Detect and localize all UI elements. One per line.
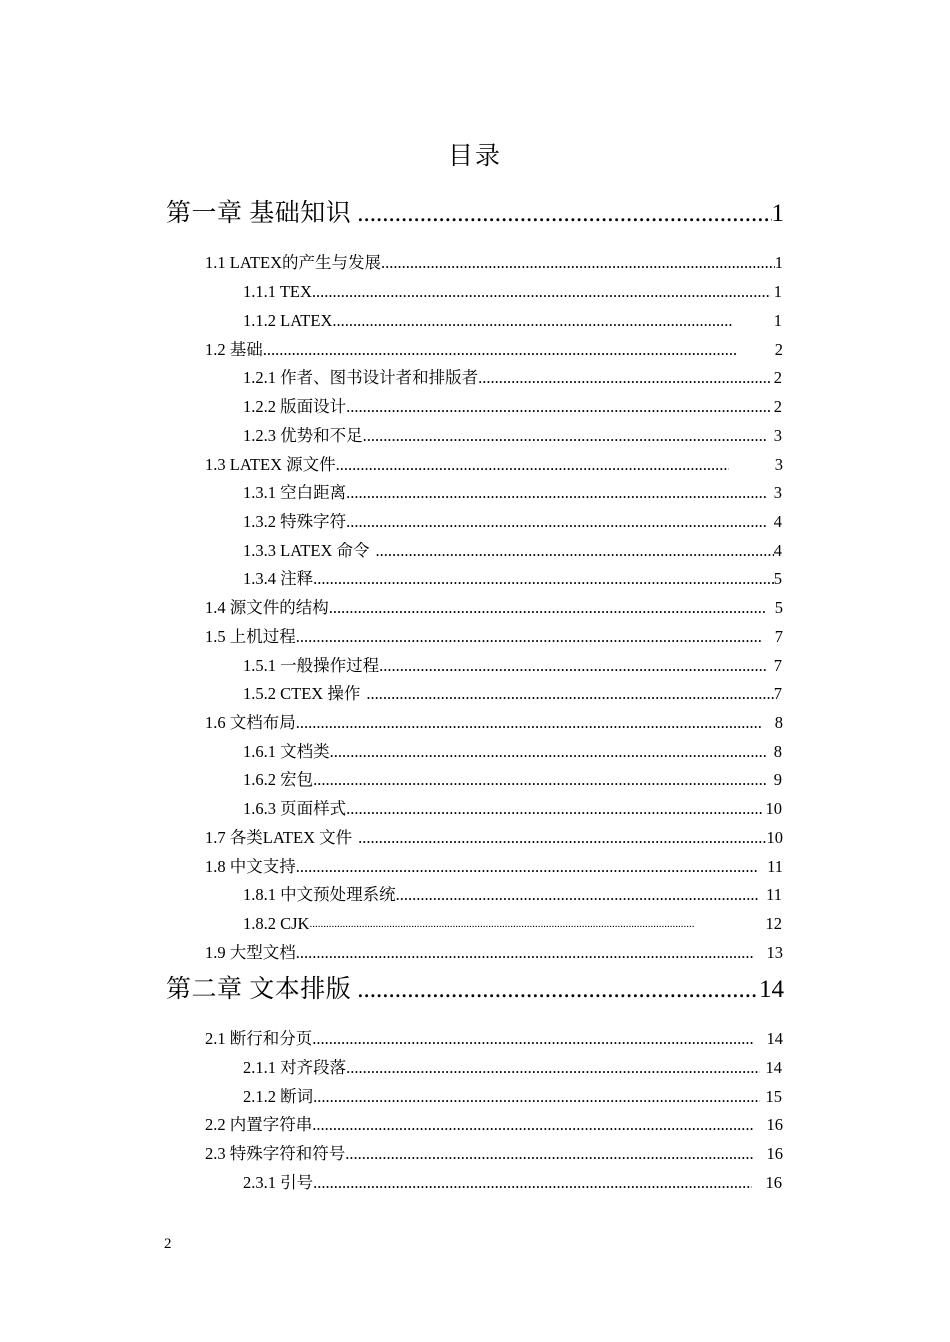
- toc-entry-label: 1.3.4 注释: [243, 569, 314, 588]
- toc-title: 目录: [447, 143, 502, 170]
- toc-entry-page: 15: [765, 1087, 782, 1106]
- toc-entry-label: 1.3.3 LATEX 命令: [243, 541, 370, 560]
- toc-entry[interactable]: [205, 856, 783, 878]
- toc-entry[interactable]: [243, 568, 782, 590]
- toc-leader-dots: [312, 1028, 752, 1050]
- toc-entry-label: 1.8.2 CJK: [243, 914, 310, 933]
- toc-chapter[interactable]: [166, 198, 784, 230]
- page-number: 2: [164, 1236, 172, 1252]
- toc-entry-label: 2.1.2 断词: [243, 1087, 314, 1106]
- toc-leader-dots: [263, 339, 738, 361]
- toc-entry-page: 16: [766, 1115, 783, 1134]
- toc-entry[interactable]: [243, 511, 782, 533]
- toc-chapter-label: 第二章 文本排版: [166, 976, 352, 1003]
- toc-leader-dots: [346, 511, 768, 533]
- toc-entry-label: 1.3.2 特殊字符: [243, 512, 347, 531]
- toc-entry-label: 1.2.1 作者、图书设计者和排版者: [243, 368, 479, 387]
- toc-entry[interactable]: [243, 540, 782, 562]
- toc-entry-label: 2.1.1 对齐段落: [243, 1058, 347, 1077]
- toc-entry-page: 11: [767, 857, 783, 876]
- toc-entry-page: 10: [766, 828, 783, 847]
- toc-entry-page: 5: [773, 569, 782, 588]
- toc-entry[interactable]: [243, 741, 782, 763]
- toc-leader-dots: [313, 1086, 759, 1108]
- toc-chapter[interactable]: [166, 974, 784, 1006]
- toc-entry[interactable]: [205, 712, 783, 734]
- toc-entry[interactable]: [205, 626, 783, 648]
- toc-leader-dots: [313, 1172, 751, 1194]
- toc-entry-page: 3: [774, 455, 783, 474]
- toc-entry-page: 3: [773, 483, 782, 502]
- toc-entry-label: 1.5 上机过程: [205, 627, 296, 646]
- toc-entry[interactable]: [205, 942, 783, 964]
- toc-entry-label: 1.1.2 LATEX: [243, 311, 333, 330]
- toc-entry-page: 14: [765, 1058, 782, 1077]
- toc-entry-label: 1.7 各类LATEX 文件: [205, 828, 353, 847]
- toc-entry-label: 1.4 源文件的结构: [205, 598, 329, 617]
- toc-entry[interactable]: [243, 1057, 782, 1079]
- toc-entry[interactable]: [243, 1086, 782, 1108]
- toc-entry[interactable]: [205, 339, 783, 361]
- toc-leader-dots: [366, 683, 773, 705]
- toc-entry[interactable]: [205, 827, 783, 849]
- toc-entry[interactable]: [243, 1172, 782, 1194]
- toc-entry-label: 1.9 大型文档: [205, 943, 296, 962]
- toc-entry-label: 1.6.1 文档类: [243, 742, 330, 761]
- toc-entry-label: 1.2 基础: [205, 340, 263, 359]
- toc-chapter-label: 第一章 基础知识: [166, 200, 352, 227]
- toc-entry-page: 11: [766, 885, 782, 904]
- toc-entry-page: 7: [773, 684, 782, 703]
- toc-entry-page: 13: [766, 943, 783, 962]
- toc-leader-dots: [313, 568, 774, 590]
- toc-entry-page: 4: [773, 512, 782, 531]
- toc-entry[interactable]: [243, 396, 782, 418]
- toc-entry-page: 5: [774, 598, 783, 617]
- toc-leader-dots: [296, 942, 753, 964]
- toc-entry-label: 1.6.3 页面样式: [243, 799, 347, 818]
- toc-leader-dots: [330, 741, 768, 763]
- toc-entry[interactable]: [205, 252, 783, 274]
- toc-entry-page: 4: [773, 541, 782, 560]
- toc-leader-dots: [379, 655, 768, 677]
- toc-entry[interactable]: [243, 425, 782, 447]
- toc-entry-label: 1.3 LATEX 源文件: [205, 455, 336, 474]
- toc-leader-dots: [312, 281, 771, 303]
- toc-entry[interactable]: [205, 1114, 783, 1136]
- toc-entry-label: 1.2.2 版面设计: [243, 397, 347, 416]
- toc-entry[interactable]: [205, 597, 783, 619]
- toc-entry-page: 2: [774, 340, 783, 359]
- toc-entry-label: 1.6.2 宏包: [243, 770, 314, 789]
- toc-leader-dots: [381, 252, 775, 274]
- toc-chapter-page: 1: [771, 200, 784, 227]
- toc-chapter-page: 14: [759, 976, 784, 1003]
- toc-entry-label: 1.5.2 CTEX 操作: [243, 684, 361, 703]
- toc-entry-label: 1.3.1 空白距离: [243, 483, 347, 502]
- toc-leader-dots: [363, 425, 768, 447]
- toc-entry[interactable]: [243, 884, 782, 906]
- toc-entry[interactable]: [243, 367, 782, 389]
- toc-entry-page: 3: [773, 426, 782, 445]
- toc-leader-dots: [346, 482, 768, 504]
- toc-entry-label: 1.1 LATEX的产生与发展: [205, 253, 381, 272]
- toc-leader-dots: [332, 310, 732, 332]
- toc-entry-page: 1: [773, 311, 782, 330]
- toc-entry-label: 2.3.1 引号: [243, 1173, 314, 1192]
- toc-leader-dots: [346, 798, 761, 820]
- toc-entry-page: 12: [765, 914, 782, 933]
- toc-entry-label: 1.5.1 一般操作过程: [243, 656, 380, 675]
- toc-entry-label: 1.6 文档布局: [205, 713, 296, 732]
- toc-entry[interactable]: [205, 454, 783, 476]
- toc-entry-page: 8: [773, 742, 782, 761]
- toc-leader-dots: [351, 198, 771, 230]
- toc-entry-page: 16: [765, 1173, 782, 1192]
- toc-entry-label: 1.8.1 中文预处理系统: [243, 885, 396, 904]
- toc-entry-page: 1: [774, 253, 783, 272]
- toc-entry-page: 7: [774, 627, 783, 646]
- toc-entry-page: 2: [773, 397, 782, 416]
- toc-leader-dots: [478, 367, 771, 389]
- toc-entry-label: 1.8 中文支持: [205, 857, 296, 876]
- toc-entry-page: 14: [766, 1029, 783, 1048]
- toc-entry-page: 10: [765, 799, 782, 818]
- toc-leader-dots: [309, 913, 695, 935]
- toc-entry-page: 16: [766, 1144, 783, 1163]
- toc-entry-label: 2.3 特殊字符和符号: [205, 1144, 346, 1163]
- toc-entry[interactable]: [205, 1028, 783, 1050]
- toc-entry[interactable]: [243, 281, 782, 303]
- toc-leader-dots: [312, 1114, 752, 1136]
- toc-leader-dots: [313, 769, 768, 791]
- toc-entry-page: 8: [774, 713, 783, 732]
- toc-entry[interactable]: [243, 655, 782, 677]
- toc-leader-dots: [329, 597, 765, 619]
- toc-entry-label: 1.1.1 TEX: [243, 282, 312, 301]
- toc-leader-dots: [351, 974, 759, 1006]
- toc-leader-dots: [346, 1057, 759, 1079]
- toc-entry[interactable]: [243, 913, 782, 935]
- toc-leader-dots: [296, 856, 759, 878]
- toc-entry[interactable]: [243, 798, 782, 820]
- toc-leader-dots: [296, 712, 761, 734]
- toc-leader-dots: [396, 884, 758, 906]
- toc-leader-dots: [296, 626, 761, 648]
- toc-leader-dots: [376, 540, 774, 562]
- toc-entry[interactable]: [243, 310, 782, 332]
- toc-leader-dots: [346, 396, 771, 418]
- toc-entry-page: 9: [773, 770, 782, 789]
- toc-entry[interactable]: [243, 769, 782, 791]
- toc-entry-label: 1.2.3 优势和不足: [243, 426, 363, 445]
- toc-leader-dots: [358, 827, 766, 849]
- toc-leader-dots: [345, 1143, 752, 1165]
- toc-leader-dots: [336, 454, 729, 476]
- toc-entry[interactable]: [243, 683, 782, 705]
- toc-entry[interactable]: [243, 482, 782, 504]
- toc-entry-page: 7: [773, 656, 782, 675]
- toc-entry-page: 2: [773, 368, 782, 387]
- toc-entry-label: 2.2 内置字符串: [205, 1115, 313, 1134]
- toc-entry[interactable]: [205, 1143, 783, 1165]
- toc-entry-label: 2.1 断行和分页: [205, 1029, 313, 1048]
- toc-entry-page: 1: [773, 282, 782, 301]
